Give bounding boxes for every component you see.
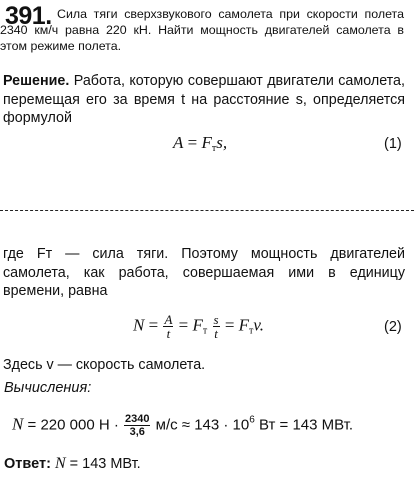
formula-2-t2: t xyxy=(214,326,218,341)
formula-2-sub2: т xyxy=(249,325,254,337)
formula-2-sub: т xyxy=(202,325,208,337)
answer-label: Ответ: xyxy=(4,456,51,472)
continuation-paragraph: где Fт — сила тяги. Поэтому мощность двигателей самолета, как работа, совершаемая ими в единицу времени, равна xyxy=(3,246,405,299)
equation-number-1: (1) xyxy=(384,136,402,152)
formula-2-eq2: = xyxy=(178,315,189,335)
calculation-label: Вычисления: xyxy=(4,380,92,396)
formula-2-v: v. xyxy=(253,315,264,335)
formula-2-fraction-A-t xyxy=(163,313,173,340)
formula-2-A: A xyxy=(164,312,173,327)
calculation-frac-den: 3,6 xyxy=(124,425,150,438)
solution-label: Решение. xyxy=(3,73,70,89)
formula-2-N: N xyxy=(133,315,145,335)
calculation-exponent: 6 xyxy=(249,414,255,426)
calculation-N: N xyxy=(12,414,24,434)
calculation-lhs: = 220 000 Н · xyxy=(27,416,119,434)
calculation-frac-num: 2340 xyxy=(125,413,150,425)
answer-value: = 143 МВт. xyxy=(69,456,141,472)
calculation-rhs2: Вт = 143 МВт. xyxy=(258,416,354,434)
formula-1-lhs: A xyxy=(173,133,184,152)
formula-1-sub: т xyxy=(211,143,217,154)
formula-2-fraction-s-t xyxy=(213,313,220,340)
velocity-note: Здесь v — скорость самолета. xyxy=(3,357,206,373)
calculation-rhs1: м/с ≈ 143 · 10 xyxy=(155,416,250,434)
problem-statement-text: Сила тяги сверхзвукового самолета при скорости полета 2340 км/ч равна 220 кН. Найти мощность двигателей самолета в этом режиме полета. xyxy=(0,7,404,53)
formula-1-eq: = xyxy=(187,133,198,152)
formula-1-s: s, xyxy=(216,133,228,152)
problem-statement xyxy=(0,6,404,54)
formula-2-F: F xyxy=(192,315,203,335)
formula-2 xyxy=(133,313,264,340)
answer-N: N xyxy=(54,455,66,472)
formula-2-eq3: = xyxy=(224,315,235,335)
answer-line xyxy=(4,455,141,473)
solution-paragraph xyxy=(3,72,405,128)
page-break-divider xyxy=(0,210,414,211)
formula-2-s: s xyxy=(213,312,219,327)
formula-2-t1: t xyxy=(163,326,173,340)
formula-1-F: F xyxy=(201,133,212,152)
solution-text: Работа, которую совершают двигатели самолета, перемещая его за время t на расстояние s, определяется формулой xyxy=(3,73,405,126)
formula-2-eq1: = xyxy=(148,315,159,335)
equation-number-2: (2) xyxy=(384,319,402,335)
problem-number: 391. xyxy=(5,2,52,30)
formula-2-F2: F xyxy=(238,315,250,335)
calculation-fraction xyxy=(124,413,150,438)
formula-1 xyxy=(173,133,227,154)
calculation-formula xyxy=(12,413,353,438)
